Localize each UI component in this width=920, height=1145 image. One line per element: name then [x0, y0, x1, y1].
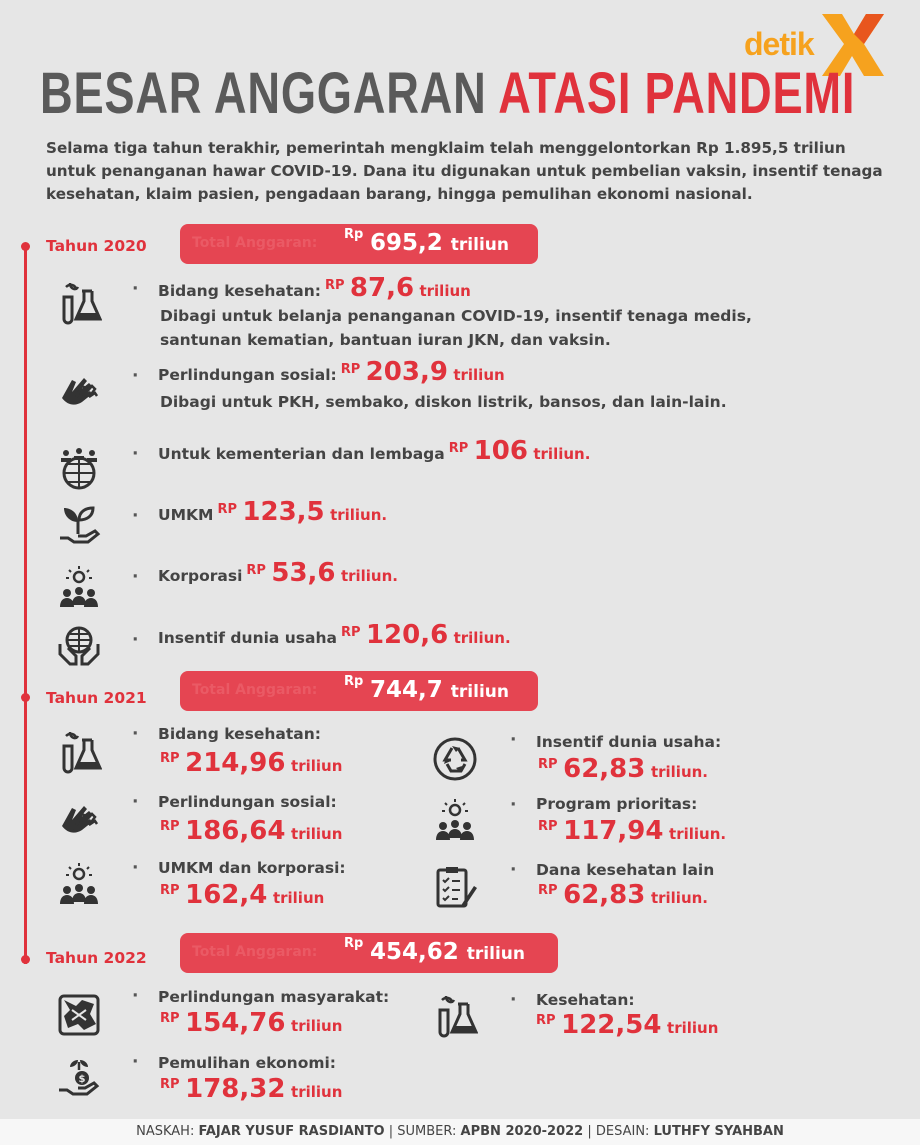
item-label: Perlindungan masyarakat:: [158, 988, 390, 1006]
item-label: Pemulihan ekonomi:: [158, 1054, 337, 1072]
credit-source: APBN 2020-2022: [460, 1124, 584, 1139]
item-2020-business: [158, 620, 511, 650]
item-2020-health: [158, 273, 471, 303]
item-amount: 106: [473, 436, 528, 466]
credit-key-writer: NASKAH:: [136, 1124, 195, 1139]
item-unit: triliun: [291, 1017, 343, 1035]
total-rp: Rp: [344, 936, 364, 951]
total-label: Total Anggaran:: [192, 682, 318, 698]
item-2022-economy-amount: [160, 1074, 342, 1104]
bullet: ·: [132, 506, 139, 526]
total-amount-unit: triliun: [450, 235, 509, 255]
timeline-line: [24, 246, 27, 964]
item-unit: triliun.: [533, 445, 591, 463]
item-label: Program prioritas:: [536, 795, 698, 813]
bullet: ·: [132, 986, 139, 1006]
item-rp: RP: [340, 625, 361, 640]
item-2021-umkm: [158, 859, 346, 877]
total-label: Total Anggaran:: [192, 235, 318, 251]
item-desc-line: santunan kematian, bantuan iuran JKN, dan vaksin.: [160, 331, 611, 349]
bullet: ·: [510, 730, 517, 750]
total-amount-value: 454,62: [370, 939, 459, 965]
bullet: ·: [510, 860, 517, 880]
total-label: Total Anggaran:: [192, 944, 318, 960]
item-2021-health-amount: [160, 748, 342, 778]
total-amount-value: 695,2: [370, 230, 443, 256]
recycle-icon: [432, 736, 478, 782]
item-amount: 122,54: [561, 1010, 662, 1040]
item-unit: triliun.: [330, 506, 388, 524]
item-unit: triliun: [272, 889, 325, 907]
total-amount-2021: [370, 677, 509, 703]
item-amount: 87,6: [349, 273, 415, 303]
bullet: ·: [132, 792, 139, 812]
item-2022-community: [158, 988, 389, 1006]
item-rp: RP: [538, 757, 558, 772]
item-rp: RP: [160, 751, 180, 766]
item-2021-priority: [536, 795, 697, 813]
item-label: Bidang kesehatan:: [158, 725, 321, 743]
item-unit: triliun.: [340, 567, 398, 585]
total-pill-2021: [180, 671, 538, 711]
timeline-dot-2022: [21, 955, 30, 964]
item-2021-business-amount: [538, 754, 708, 784]
lab-flask-icon: [56, 281, 102, 327]
item-2020-corporate: [158, 558, 398, 588]
item-2021-other-health: [536, 861, 714, 879]
item-amount: 53,6: [271, 558, 336, 588]
item-amount: 214,96: [185, 748, 286, 778]
item-label: Untuk kementerian dan lembaga: [158, 445, 445, 463]
item-rp: RP: [217, 502, 237, 517]
item-amount: 123,5: [242, 497, 325, 527]
timeline-dot-2020: [21, 242, 30, 251]
item-label: Dana kesehatan lain: [536, 861, 715, 879]
item-label: Insentif dunia usaha:: [536, 733, 722, 751]
item-2021-business: [536, 733, 721, 751]
item-rp: RP: [340, 362, 361, 377]
item-2022-economy: [158, 1054, 336, 1072]
item-2020-social: [158, 357, 505, 387]
item-label: Perlindungan sosial:: [158, 366, 337, 384]
item-rp: RP: [160, 1077, 180, 1092]
item-label: UMKM dan korporasi:: [158, 859, 346, 877]
intro-text: Selama tiga tahun terakhir, pemerintah mengklaim telah menggelontorkan Rp 1.895,5 triliun untuk penanganan hawar COVID-19. Dana itu digunakan untuk pembelian vaksin, insentif tenaga kesehatan, klaim pasien, pengadaan barang, hingga pemulihan ekonomi nasional.: [46, 139, 883, 203]
item-rp: RP: [538, 819, 558, 834]
bullet: ·: [132, 444, 139, 464]
item-amount: 154,76: [185, 1008, 286, 1038]
bullet: ·: [132, 366, 139, 386]
bullet: ·: [132, 1052, 139, 1072]
item-amount: 117,94: [563, 816, 664, 846]
item-rp: RP: [160, 1011, 180, 1026]
item-amount: 62,83: [563, 754, 646, 784]
credits-footer: [0, 1119, 920, 1145]
bullet: ·: [132, 279, 139, 299]
item-unit: triliun: [667, 1019, 719, 1037]
item-amount: 186,64: [185, 816, 286, 846]
item-label: Insentif dunia usaha: [158, 629, 337, 647]
item-desc-line: Dibagi untuk belanja penanganan COVID-19, insentif tenaga medis,: [160, 307, 752, 325]
item-amount: 62,83: [563, 880, 646, 910]
item-2021-social-amount: [160, 816, 342, 846]
total-amount-2020: [370, 230, 509, 256]
total-amount-unit: triliun: [450, 682, 509, 702]
item-unit: triliun: [419, 282, 471, 300]
item-2022-health: [536, 991, 635, 1009]
credit-designer: LUTHFY SYAHBAN: [653, 1124, 784, 1139]
title-part2: ATASI PANDEMI: [498, 61, 856, 126]
item-unit: triliun.: [650, 763, 709, 781]
item-amount: 203,9: [365, 357, 448, 387]
item-unit: triliun: [291, 757, 343, 775]
credit-separator: |: [587, 1124, 592, 1139]
bullet: ·: [132, 567, 139, 587]
total-pill-2020: [180, 224, 538, 264]
credit-key-source: SUMBER:: [397, 1124, 457, 1139]
item-2021-umkm-amount: [160, 880, 324, 910]
credit-writer: FAJAR YUSUF RASDIANTO: [198, 1124, 385, 1139]
item-unit: triliun.: [669, 825, 727, 843]
item-unit: triliun: [291, 825, 343, 843]
credit-key-design: DESAIN:: [595, 1124, 650, 1139]
item-2022-health-amount: [536, 1010, 718, 1040]
item-label: Kesehatan:: [536, 991, 635, 1009]
item-rp: RP: [538, 883, 558, 898]
page-title: [40, 62, 855, 126]
item-amount: 120,6: [365, 620, 449, 650]
item-unit: triliun.: [453, 629, 511, 647]
item-label: Perlindungan sosial:: [158, 793, 337, 811]
total-amount-2022: [370, 939, 525, 965]
credit-separator: |: [388, 1124, 394, 1139]
total-pill-2022: [180, 933, 558, 973]
lab-flask-icon: [56, 730, 102, 776]
idea-team-icon: [56, 862, 102, 908]
bullet: ·: [510, 990, 517, 1010]
year-label-2020: Tahun 2020: [46, 237, 147, 255]
item-rp: RP: [160, 883, 180, 898]
joined-hands-icon: [56, 992, 102, 1038]
item-2021-health: [158, 725, 321, 743]
hands-washing-icon: [56, 368, 102, 414]
timeline-dot-2021: [21, 693, 30, 702]
item-2021-social: [158, 793, 337, 811]
item-2020-umkm: [158, 497, 387, 527]
hands-washing-icon: [56, 796, 102, 842]
item-label: Bidang kesehatan:: [158, 282, 321, 300]
globe-hands-icon: [56, 624, 102, 670]
title-part1: BESAR ANGGARAN: [40, 61, 487, 126]
item-rp: RP: [246, 563, 266, 578]
item-amount: 178,32: [185, 1074, 286, 1104]
item-unit: triliun: [453, 366, 505, 384]
item-rp: RP: [536, 1013, 556, 1028]
year-label-2022: Tahun 2022: [46, 949, 147, 967]
item-amount: 162,4: [185, 880, 268, 910]
item-2020-ministry: [158, 436, 590, 466]
total-amount-value: 744,7: [370, 677, 443, 703]
bullet: ·: [132, 858, 139, 878]
brand-text: detik: [744, 26, 814, 62]
clipboard-checklist-icon: [432, 864, 478, 910]
item-unit: triliun.: [650, 889, 709, 907]
item-2022-community-amount: [160, 1008, 342, 1038]
lab-flask-icon: [432, 994, 478, 1040]
bullet: ·: [510, 795, 517, 815]
item-rp: RP: [160, 819, 180, 834]
year-label-2021: Tahun 2021: [46, 689, 147, 707]
item-rp: RP: [448, 441, 469, 456]
item-2021-other-health-amount: [538, 880, 708, 910]
item-label: Korporasi: [158, 567, 243, 585]
item-desc-line: Dibagi untuk PKH, sembako, diskon listrik, bansos, dan lain-lain.: [160, 393, 727, 411]
globe-people-icon: [56, 446, 102, 492]
item-2021-priority-amount: [538, 816, 726, 846]
item-label: UMKM: [158, 506, 214, 524]
bullet: ·: [132, 630, 139, 650]
idea-team-icon: [56, 565, 102, 611]
idea-team-icon: [432, 798, 478, 844]
total-rp: Rp: [344, 674, 364, 689]
item-rp: RP: [324, 278, 345, 293]
bullet: ·: [132, 724, 139, 744]
item-unit: triliun: [291, 1083, 343, 1101]
total-amount-unit: triliun: [466, 944, 525, 964]
total-rp: Rp: [344, 227, 364, 242]
plant-hand-icon: [56, 502, 102, 548]
money-plant-hand-icon: [56, 1056, 102, 1102]
